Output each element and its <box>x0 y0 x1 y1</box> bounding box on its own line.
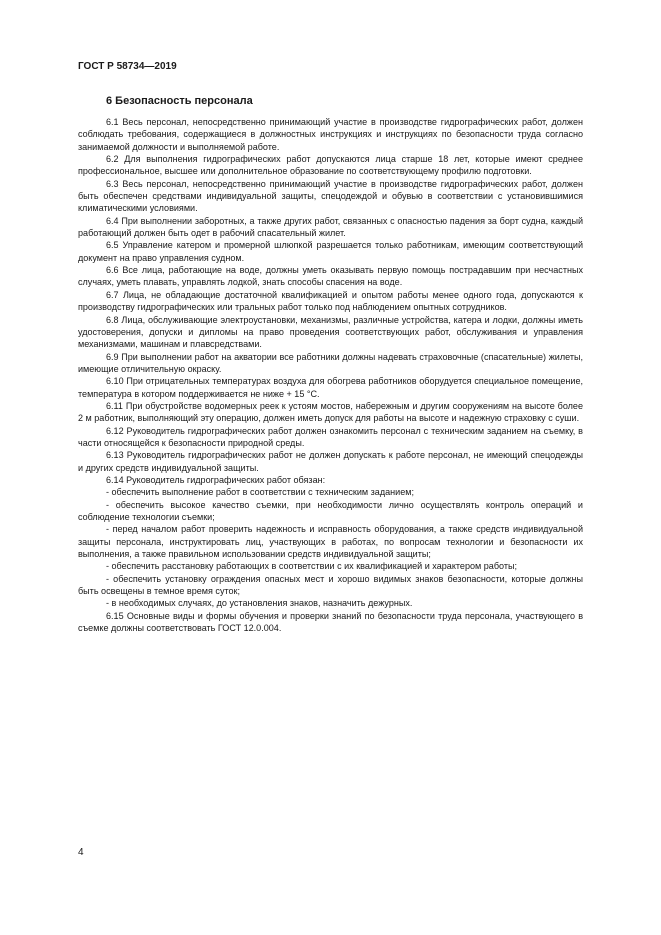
paragraph-6-11: 6.11 При обустройстве водомерных реек к устоям мостов, набережным и другим сооружениям на высоте более 2 м работник, выполняющий эту операцию, должен иметь допуск для работы на высоте и надежную страховку с суши. <box>78 400 583 424</box>
duty-item: - обеспечить высокое качество съемки, при необходимости лично осуществлять контроль операций и соблюдение технологии съемки; <box>78 499 583 522</box>
duty-item: - обеспечить установку ограждения опасных мест и хорошо видимых знаков безопасности, которые должны быть освещены в темное время суток; <box>78 573 583 597</box>
paragraph-6-4: 6.4 При выполнении заборотных, а также других работ, связанных с опасностью падения за борт судна, каждый работающий должен быть одет в рабочий спасательный жилет. <box>78 215 583 239</box>
duty-item: - в необходимых случаях, до установления знаков, назначить дежурных. <box>106 598 413 609</box>
paragraph-6-10: 6.10 При отрицательных температурах воздуха для обогрева работников оборудуется специальное помещение, температура в котором поддерживается не ниже + 15 °С. <box>78 376 583 399</box>
duty-item: - обеспечить выполнение работ в соответствии с техническим заданием; <box>106 487 414 498</box>
paragraph-6-5: 6.5 Управление катером и промерной шлюпкой разрешается только работникам, имеющим соответствующий документ на право управления судном. <box>78 240 583 263</box>
paragraph-6-2: 6.2 Для выполнения гидрографических работ допускаются лица старше 18 лет, которые имеют среднее профессиональное, высшее или дополнительное образование по соответствующему профилю подготовки. <box>78 154 583 177</box>
document-code: ГОСТ Р 58734—2019 <box>78 61 177 72</box>
paragraph-6-9: 6.9 При выполнении работ на акватории все работники должны надевать страховочные (спасательные) жилеты, имеющие отличительную окраску. <box>78 351 583 374</box>
paragraph-6-13: 6.13 Руководитель гидрографических работ не должен допускать к работе персонал, не имеющий спецодежды и других средств индивидуальной защиты. <box>78 450 583 473</box>
paragraph-6-6: 6.6 Все лица, работающие на воде, должны уметь оказывать первую помощь пострадавшим при несчастных случаях, уметь плавать, управлять лодкой, знать способы спасения на воде. <box>78 265 583 288</box>
duty-item: - перед началом работ проверить надежность и исправность оборудования, а также средств индивидуальной защиты персонала, инструктировать лиц, участвующих в работах, по вопросам технологии и безопасности их выполнения, а также правильном использовании средств индивидуальной защиты; <box>78 524 583 560</box>
paragraph-6-12: 6.12 Руководитель гидрографических работ должен ознакомить персонал с техническим заданием на съемку, в части относящейся к безопасности природной среды. <box>78 425 583 448</box>
paragraph-6-15: 6.15 Основные виды и формы обучения и проверки знаний по безопасности труда персонала, участвующего в съемке должны соответствовать ГОСТ 12.0.004. <box>78 610 583 634</box>
paragraph-6-1: 6.1 Весь персонал, непосредственно принимающий участие в производстве гидрографических работ, должен соблюдать требования, содержащиеся в должностных инструкциях и инструкциях по безопасности труда согласно занимаемой должности и выполняемой работе. <box>78 117 583 152</box>
paragraph-6-8: 6.8 Лица, обслуживающие электроустановки, механизмы, различные устройства, катера и лодки, должны иметь удостоверения, допуски и дипломы на право проведения соответствующих работ, обслуживания и управления механизмами, машинам и плавсредствами. <box>78 314 583 350</box>
paragraph-6-14: 6.14 Руководитель гидрографических работ обязан: <box>106 474 326 485</box>
page-number: 4 <box>78 847 84 858</box>
paragraph-6-3: 6.3 Весь персонал, непосредственно принимающий участие в производстве гидрографических работ, должен быть обеспечен средствами индивидуальной защиты, спецодеждой и обувью в соответствии с установившимися климатическими условиями. <box>78 178 583 214</box>
duty-item: - обеспечить расстановку работающих в соответствии с их квалификацией и характером работы; <box>106 561 517 572</box>
paragraph-6-7: 6.7 Лица, не обладающие достаточной квалификацией и опытом работы менее одного года, допускаются к производству гидрографических или тральных работ только под наблюдением опытных сотрудников. <box>78 289 583 313</box>
section-title: 6 Безопасность персонала <box>106 95 253 107</box>
section-body <box>78 116 583 634</box>
